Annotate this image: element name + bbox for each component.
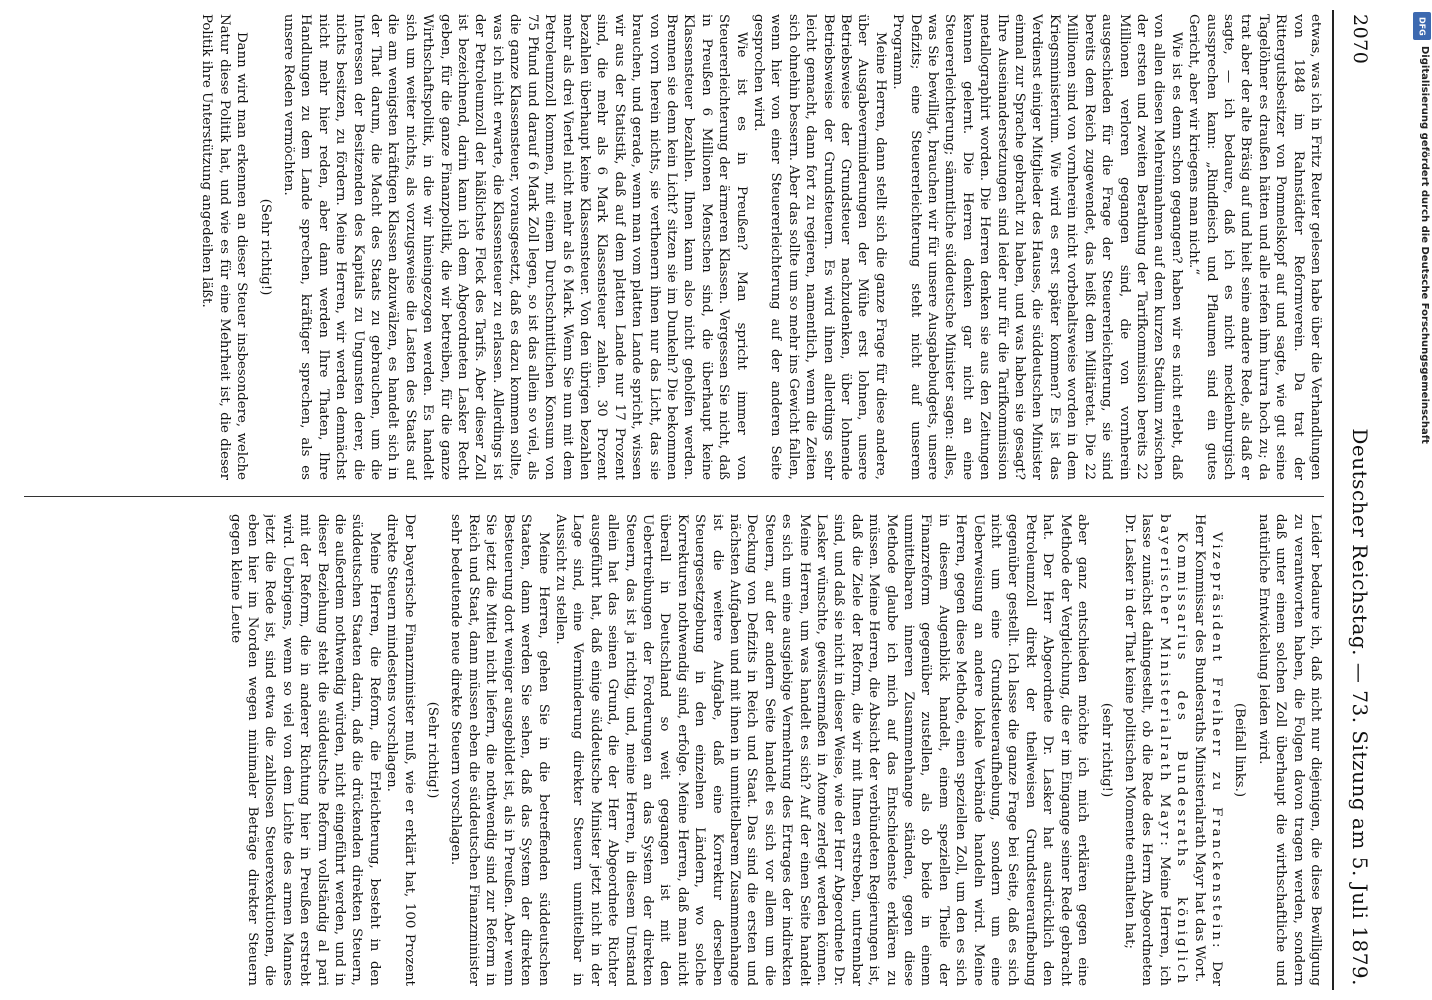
speaker-label: Kommissarius des Bundesraths königlich bayerischer Ministerialrath Mayr: [1156,514,1190,986]
digitization-sidebar [1412,6,1432,994]
header-rule [1332,10,1334,990]
paragraph: Meine Herren, dann stellt sich die ganze Frage für diese andere, über Ausgabeverminderungen der Mühe erst lohnen, unsere Betriebsweise der Grundsteuer nachzudenken, über lohnende Betriebsweise der Grundsteuern. Es wird ihnen allerdings sehr leicht gemacht, dann fort zu regieren, namentlich, wenn die Zeiten sich ohnehin bessern. Aber das sollte um so mehr ins Gewicht fallen, wenn hier von einer Steuererleichterung auf der anderen Seite gesprochen wird. [751,14,888,480]
interjection: (Sehr richtig!) [425,701,441,799]
left-column [12,14,1324,480]
running-title: Deutscher Reichstag. — 73. Sitzung am 5. Juli 1879. [1348,428,1372,986]
right-column [12,514,1324,986]
page-number: 2070 [1349,14,1371,65]
paragraph: Meine Herren, die Reform, die Erleichterung, besteht in den süddeutschen Staaten darin, daß die drückenden direkten Steuern, die außerdem nothwendig würden, nicht eingeführt werden, und in dieser Beziehung steht die süddeutsche Reform vollständig al pari mit der Reform, die in anderer Richtung hier in Preußen erstrebt wird. Uebrigens, wenn so viel von dem Lichte des armen Mannes jetzt die Rede ist, sind etwa die zahllosen Steuerexekutionen, die eben hier im Norden wegen minimaler Beträge direkter Steuern gegen kleine Leute [227,514,382,986]
interjection: (Beifall links.) [1232,702,1248,798]
paragraph: Wie ist es denn schon gegangen? haben wir es nicht erlebt, daß von allen diesen Mehreinnahmen auf dem kurzen Stadium zwischen der ersten und zweiten Berathung der Tarifkommission bereits 22 Millionen verloren gegangen sind, die von vornherein ausgeschieden für die Frage der Steuererleichterung, sie sind bereits dem Reich zugewendet, das heißt dem Militäretat. Die 22 Millionen sind von vornherein nicht vorbehaltsweise worden in dem Kriegsministerium. Wie wird es erst später kommen? Es ist das Verdienst einiger Mitglieder des Hauses, die süddeutschen Minister einmal zur Sprache gebracht zu haben, und was haben sie gesagt? Ihre Auseinandersetzungen sind leider nur für die Tarifkommission metallographirt worden. Die Herren denken sie aus den Zeitungen kennen gelernt. Die Herren denken gar nicht an eine Steuererleichterung; sämmtliche süddeutsche Minister sagen: alles, was Sie bewilligt, brauchen wir für unsere Ausgabebudgets, unsere Defizits; eine Steuererleichterung steht nicht auf unserem Programm. [890,14,1184,480]
interjection: (sehr richtig!) [1098,702,1114,798]
speaker-paragraph [1190,514,1225,986]
paragraph: Dann wird man erkennen an dieser Steuer insbesondere, welche Natur diese Politik hat, und wie es für eine Mehrheit ist, die dieser Politik ihre Unterstützung angedeihen läßt. [199,14,250,480]
paragraph: Wie ist es in Preußen? Man spricht immer von Steuererleichterung der ärmeren Klassen. Vergessen Sie nicht, daß in Preußen 6 Millionen Menschen sind, die überhaupt keine Klassensteuer bezahlen. Ihnen kann also nicht geholfen werden. Brennen sie denn kein Licht? sitzen sie im Dunkeln? Die bekommen von vorn herein nichts, sie verthenern ihnen nur das Licht, das sie brauchen, und gerade, wenn man vom platten Lande spricht, wissen wir aus der Statistik, daß auf dem platten Lande nur 17 Prozent sind, die mehr als 6 Mark Klassensteuer zahlen. 30 Prozent bezahlen überhaupt keine Klassensteuer. Von den übrigen bezahlen mehr als drei Viertel nicht mehr als 6 Mark. Wenn Sie nun mit dem Petroleumzoll kommen, mit einem Durchschnittlichen Konsum von 75 Pfund und darauf 6 Mark Zoll legen, so ist das allein so viel, als die ganze Klassensteuer, vorausgesetzt, daß es dazu kommen sollte, was ich nicht erwarte, die Klassensteuer zu erlassen. Allerdings ist der Petroleumzoll der häßlichste Fleck des Tarifs. Aber dieser Zoll ist bezeichnend, darin kann ich dem Abgeordneten Lasker Recht geben, für die ganze Finanzpolitik, die wir betreiben, für die ganze Wirthschaftspolitik, in die wir hineingezogen werden. Es handelt sich um weiter nichts, als vorzugsweise die Lasten des Staats auf die am wenigsten kräftigen Klassen abzuwälzen, es handelt sich in der That darum, die Macht des Staats zu gebrauchen, um die Interessen der Besitzenden des Kapitals zu Ungunsten derer, die nichts besitzen, zu fördern. Meine Herren, wir werden demnächst nicht mehr hier reden, aber dann werden Ihre Thaten, Ihre Handlungen zu dem Lande sprechen, kräftiger sprechen, als es unsere Reden vermöchten. [281,14,749,480]
paragraph: Der bayerische Finanzminister muß, wie er erklärt hat, 100 Prozent direkte Steuern mindestens vorschlagen. [384,514,417,986]
paragraph: aber ganz entschieden möchte ich mich erklären gegen eine Methode der Vergleichung, die er im Eingange seiner Rede gebracht hat. Der Herr Abgeordnete Dr. Lasker hat ausdrücklich den Petroleumzoll direkt der theilweisen Grundsteueraufhebung gegenüber gestellt. Ich lasse die ganze Frage bei Seite, daß es sich nicht um eine Grundsteueraufhebung, sondern um eine Ueberweisung an andere lokale Verbände handeln wird. Meine Herren, gegen diese Methode, einen speziellen Zoll, um den es sich in diesem Augenblick handelt, einem speziellen Theile der Finanzreform gegenüber zustellen, als ob beide in einem unmittelbaren inneren Zusammenhange ständen, gegen diese Methode glaube ich mich auf das Entschiedenste erklären zu müssen. Meine Herren, die Absicht der verbündeten Regierungen ist, daß die Ziele der Reform, die wir mit Ihnen erstreben, untrennbar sind, und daß sie nicht in dieser Weise, wie der Herr Abgeordnete Dr. Lasker wünschte, gewissermaßen in Atome zerlegt werden können. Meine Herren, um was handelt es sich? Auf der einen Seite handelt es sich um eine ausgiebige Vermehrung des Ertrages der indirekten Steuern, auf der andern Seite handelt es sich vor allem um die Deckung von Defizits in Reich und Staat. Das sind die ersten und nächsten Aufgaben und mit ihnen in unmittelbarem Zusammenhange ist die weitere Aufgabe, daß eine Korrektur derselben Steuergesetzgebung in den einzelnen Ländern, wo solche Korrekturen nothwendig sind, erfolge. Meine Herren, daß man nicht überall in Deutschland so weit gegangen ist mit den Uebertreibungen der Forderungen an das System der direkten Steuern, das ist ja richtig, und, meine Herren, in diesem Umstand allein hat das seinen Grund, die der Herr Abgeordnete Richter ausgeführt hat, daß einige süddeutsche Minister jetzt nicht in der Lage sind, eine Verminderung direkter Steuern unmittelbar in Aussicht zu stellen. [552,514,1091,986]
column-divider [24,496,1324,497]
page-header [1338,14,1382,986]
speaker-paragraph [1121,514,1191,986]
paragraph: Meine Herren, gehen Sie in die betreffenden süddeutschen Staaten, dann werden Sie sehen, daß das System der direkten Besteuerung dort weniger ausgebildet ist, als in Preußen. Aber wenn Sie jetzt die Mittel nicht liefern, die nothwendig sind zur Reform in Reich und Staat, dann müssen eben die süddeutschen Finanzminister sehr bedeutende neue direkte Steuern vorschlagen. [448,514,551,986]
dfg-logo: DFG [1413,12,1431,40]
speaker-label: Vizepräsident Freiherr zu Franckenstein: [1208,532,1224,951]
speaker-text: Meine Herren, ich lasse zunächst dahingestellt, ob die Rede des Herrn Abgeordneten Dr. Lasker in der That keine politischen Momente enthalten hat; [1121,514,1172,986]
paragraph: etwas, was ich in Fritz Reuter gelesen habe über die Verhandlungen von 1848 im Rahnstädter Reformverein. Da trat der Rittergutsbesitzer von Pommelskopf auf und sagte, wie gut seine Tagelöhner es draußen hätten und alle riefen ihm hurra hoch zu; da trat aber der alte Bräsig auf und hielt seine andere Rede, als daß er sagte, — ich bedaure, daß ich es nicht mecklenburgisch aussprechen kann: „Rindfleisch und Pflaumen sind ein gutes Gericht, aber wir kriegens man nicht.“ [1186,14,1323,480]
paragraph: Leider bedaure ich, daß nicht nur diejenigen, die diese Bewilligung zu verantworten haben, die Folgen davon tragen werden, sondern daß unter einem solchen Zoll überhaupt die wirthschaftliche und natürliche Entwickelung leiden wird. [1255,514,1323,986]
digitization-credit: Digitalisierung gefördert durch die Deutsche Forschungsgemeinschaft [1419,46,1430,444]
speaker-text: Der Herr Kommissar des Bundesraths Ministerialrath Mayr hat das Wort. [1191,514,1224,986]
interjection: (Sehr richtig!) [257,198,273,296]
